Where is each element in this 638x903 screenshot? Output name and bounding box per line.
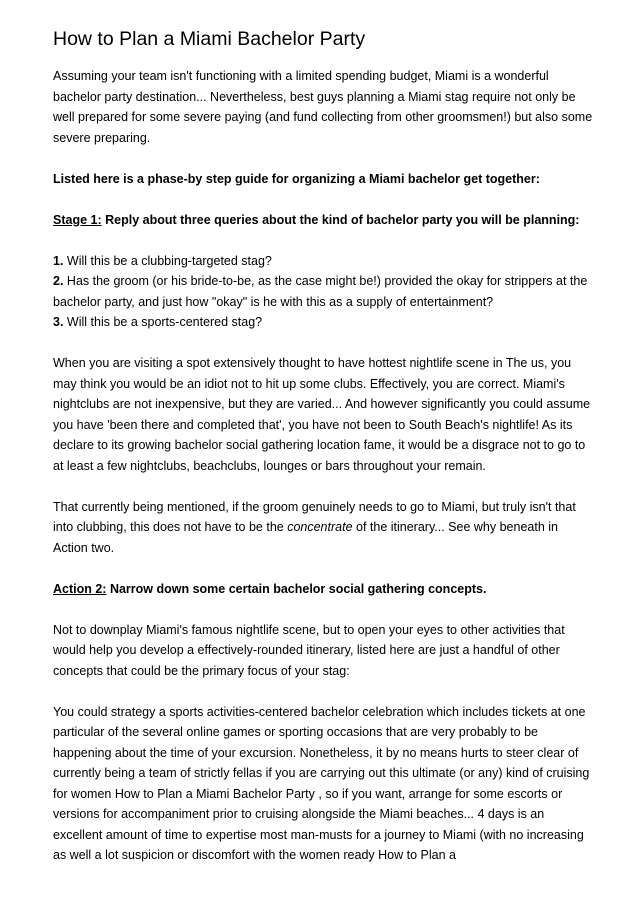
question-number: 1. (53, 253, 64, 268)
list-item (53, 271, 593, 312)
stage1-label: Stage 1: (53, 212, 102, 227)
page-title: How to Plan a Miami Bachelor Party (53, 28, 366, 50)
groom-paragraph-start: That currently being mentioned, if the groom genuinely needs to go to Miami, but truly isn't that into clubbing, this does not have to be the (53, 499, 576, 534)
groom-paragraph-emphasis: concentrate (287, 520, 353, 534)
stage1-heading-text: Reply about three queries about the kind of bachelor party you will be planning: (101, 212, 580, 227)
list-item (53, 312, 593, 333)
list-item (53, 251, 593, 272)
question-text: Will this be a sports-centered stag? (63, 315, 263, 329)
stage1-heading (53, 210, 593, 231)
action2-heading (53, 579, 593, 600)
question-number: 2. (53, 274, 64, 288)
action2-heading-text: Narrow down some certain bachelor social gathering concepts. (106, 581, 487, 596)
sports-paragraph: You could strategy a sports activities-centered bachelor celebration which includes tickets at one particular of the several online games or sporting occasions that are very probably to be happening about the time of your excursion. Nonetheless, it by no means hurts to steer clear of currently being a team of strictly fellas if you are carrying out this ultimate (or any) kind of cruising for women How to Plan a Miami Bachelor Party , so if you want, arrange for some escorts or versions for accompaniment prior to cruising alongside the Miami beaches... 4 days is an excellent amount of time to expertise most man-musts for a journey to Miami (with no increasing as well a lot suspicion or discomfort with the women ready How to Plan a (53, 704, 590, 862)
groom-paragraph-end: of the itinerary... See why beneath in Action two. (53, 520, 558, 555)
groom-paragraph (53, 497, 593, 559)
concepts-paragraph: Not to downplay Miami's famous nightlife scene, but to open your eyes to other activities that would help you develop a effectively-rounded itinerary, listed here are just a handful of other concepts that could be the primary focus of your stag: (53, 622, 565, 678)
guide-heading: Listed here is a phase-by step guide for organizing a Miami bachelor get together: (53, 171, 540, 186)
question-list (53, 251, 593, 333)
question-number: 3. (53, 315, 64, 329)
question-text: Has the groom (or his bride-to-be, as the case might be!) provided the okay for strippers at the bachelor party, and just how "okay" is he with this as a supply of entertainment? (53, 274, 588, 309)
document-page (53, 26, 593, 886)
nightlife-paragraph: When you are visiting a spot extensively thought to have hottest nightlife scene in The us, you may think you would be an idiot not to hit up some clubs. Effectively, you are correct. Miami's nightclubs are not inexpensive, but they are varied... And however significantly you could assume you have 'been there and completed that', you have not been to South Beach's nightlife! As its declare to its growing bachelor social gathering location fame, it would be a disgrace not to go to at least a few nightclubs, beachclubs, lounges or bars throughout your remain. (53, 356, 591, 473)
intro-paragraph: Assuming your team isn't functioning with a limited spending budget, Miami is a wonderful bachelor party destination... Nevertheless, best guys planning a Miami stag require not only be well prepared for some severe paying (and fund collecting from other groomsmen!) but also some severe preparing. (53, 69, 593, 145)
question-text: Will this be a clubbing-targeted stag? (63, 253, 272, 268)
action2-label: Action 2: (53, 581, 107, 596)
